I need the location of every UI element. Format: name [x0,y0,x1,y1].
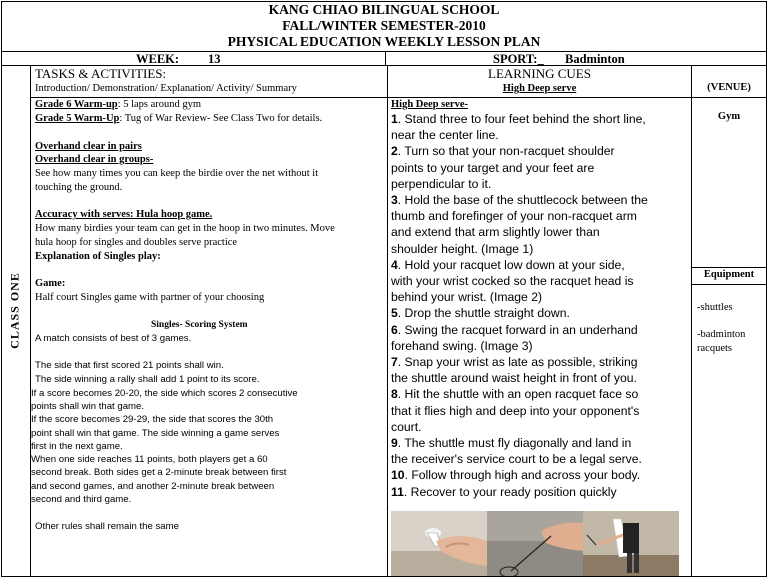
cue-line [391,484,691,500]
cue-line [391,305,691,321]
rule-line: second and third game. [31,494,132,505]
cue-line [391,467,691,483]
cue-text: . The shuttle must fly diagonally and land in [397,436,632,451]
equipment-title: Equipment [703,269,755,280]
cue-text: the shuttle around waist height in front of you. [391,371,637,386]
cue-line [391,370,691,386]
cue-text: . Hit the shuttle with an open racquet face so [397,387,639,402]
rule-line: The side that first scored 21 points shall win. [35,360,224,371]
rule-line: points shall win that game. [31,401,145,412]
game-heading: Game: [35,278,66,289]
tasks-subtitle: Introduction/ Demonstration/ Explanation/ Activity/ Summary [35,83,297,94]
rule-line: If the score becomes 29-29, the side that scores the 30th [31,414,274,425]
rule-line: first in the next game. [31,441,123,452]
accuracy-heading: Accuracy with serves: Hula hoop game. [35,209,213,220]
cue-text: behind your wrist. (Image 2) [391,290,543,305]
cue-line [391,322,691,338]
cue-line [391,273,691,289]
divider-colheads [30,97,766,98]
cue-line [391,192,691,208]
cue-step-number: 4 [391,257,398,272]
rule-line: point shall win that game. The side winning a game serves [31,428,280,439]
cue-step-number: 10 [391,468,405,483]
rule-line: If a score becomes 20-20, the side which scores 2 consecutive [31,388,298,399]
cue-text: . Stand three to four feet behind the short line, [397,112,646,126]
week-label: WEEK: [136,52,180,66]
cue-step-number: 9 [391,436,398,451]
cue-text: near the center line. [391,128,499,143]
venue-title: (VENUE) [707,82,751,93]
rule-line: second break. Both sides get a 2-minute break between first [31,467,287,478]
rule-line: The side winning a rally shall add 1 point to its score. [35,374,260,385]
divider-tasks-cues [387,65,388,577]
cue-text: shoulder height. (Image 1) [391,241,534,256]
cue-step-number: 6 [391,322,398,337]
cue-step-number: 5 [391,306,398,321]
cue-step-number: 11 [391,484,404,499]
grade5-text: : Tug of War Review- See Class Two for details. [119,113,323,124]
cue-line [391,435,691,451]
divider-header [1,51,767,52]
cue-text: . Snap your wrist as late as possible, striking [397,355,638,370]
cue-text: that it flies high and deep into your opponent's [391,403,640,418]
grade6-text: : 5 laps around gym [117,99,202,110]
sport-value: Badminton [565,52,625,66]
rule-line: A match consists of best of 3 games. [35,333,192,344]
rule-line: Other rules shall remain the same [35,521,179,532]
serve-photos-icon [391,511,679,576]
cue-text: with your wrist cocked so the racquet head is [391,274,634,289]
game-desc: Half court Singles game with partner of your choosing [35,292,265,303]
cue-line [391,111,691,127]
serve-images [391,511,679,576]
scoring-title: Singles- Scoring System [151,320,248,330]
cue-text: . Swing the racquet forward in an underhand [397,322,638,337]
border-left [1,1,2,577]
cue-text: . Follow through high and across your body. [404,468,641,483]
accuracy-desc-line2: hula hoop for singles and doubles serve practice [35,237,238,248]
cue-text: the receiver's service court to be a legal serve. [391,452,642,467]
tasks-title: TASKS & ACTIVITIES: [35,66,167,81]
divider-equip-top [691,267,766,268]
cue-text: forehand swing. (Image 3) [391,338,533,353]
plan-title: PHYSICAL EDUCATION WEEKLY LESSON PLAN [227,34,541,49]
cue-line [391,241,691,257]
cue-line [391,354,691,370]
grade5-label: Grade 5 Warm-Up [35,113,120,124]
week-value: 13 [208,52,221,66]
cue-step-number: 3 [391,193,398,208]
venue-value: Gym [717,111,741,122]
equipment-item: -shuttles [697,302,733,313]
cue-text: court. [391,419,422,434]
cue-text: and extend that arm slightly lower than [391,225,600,240]
cue-line [391,160,691,176]
cue-text: perpendicular to it. [391,176,492,191]
sport-label: SPORT:_ [493,52,544,66]
cues-list [391,111,691,500]
grade6-warmup [35,99,201,111]
cue-text: . Hold your racquet low down at your side, [397,257,625,272]
singles-explanation: Explanation of Singles play: [35,251,161,262]
clear-desc-line2: touching the ground. [35,182,123,193]
grade6-label: Grade 6 Warm-up [35,99,118,110]
cue-line [391,127,691,143]
cue-line [391,403,691,419]
clear-desc-line1: See how many times you can keep the birdie over the net without it [35,168,319,179]
cue-step-number: 2 [391,144,398,159]
rule-line: When one side reaches 11 points, both players get a 60 [31,454,268,465]
cues-heading: High Deep serve- [391,99,468,110]
semester-title: FALL/WINTER SEMESTER-2010 [282,18,486,33]
divider-week-mid [385,51,386,65]
divider-equip-bottom [691,284,766,285]
cue-line [391,208,691,224]
cue-line [391,289,691,305]
cue-step-number: 8 [391,387,398,402]
cue-line [391,143,691,159]
cue-line [391,386,691,402]
school-name: KANG CHIAO BILINGUAL SCHOOL [268,2,500,17]
cue-line [391,419,691,435]
cue-line [391,257,691,273]
equipment-item: -badminton [697,329,746,340]
rule-line: and second games, and another 2-minute break between [31,481,275,492]
cue-text: points to your target and your feet are [391,160,595,175]
cue-text: . Recover to your ready position quickly [403,484,617,499]
border-top [1,1,767,2]
grade5-warmup [35,113,322,125]
clear-pairs-heading: Overhand clear in pairs [35,141,142,152]
accuracy-desc-line1: How many birdies your team can get in the hoop in two minutes. Move [35,223,335,234]
cues-subtitle: High Deep serve [502,83,577,94]
border-bottom [1,576,767,577]
cue-text: . Drop the shuttle straight down. [397,306,570,321]
cue-line [391,338,691,354]
divider-cues-venue [691,65,692,577]
cue-step-number: 7 [391,355,398,370]
cue-line [391,224,691,240]
cue-text: thumb and forefinger of your non-racquet arm [391,209,637,224]
clear-groups-heading: Overhand clear in groups- [35,154,154,165]
cue-text: . Turn so that your non-racquet shoulder [397,144,615,159]
cue-text: . Hold the base of the shuttlecock between the [397,193,648,208]
cue-line [391,176,691,192]
cue-step-number: 1 [391,112,398,126]
border-right [766,1,767,577]
equipment-item: racquets [697,343,732,354]
cue-line [391,451,691,467]
cues-title: LEARNING CUES [488,66,591,81]
class-label: CLASS ONE [7,272,22,349]
